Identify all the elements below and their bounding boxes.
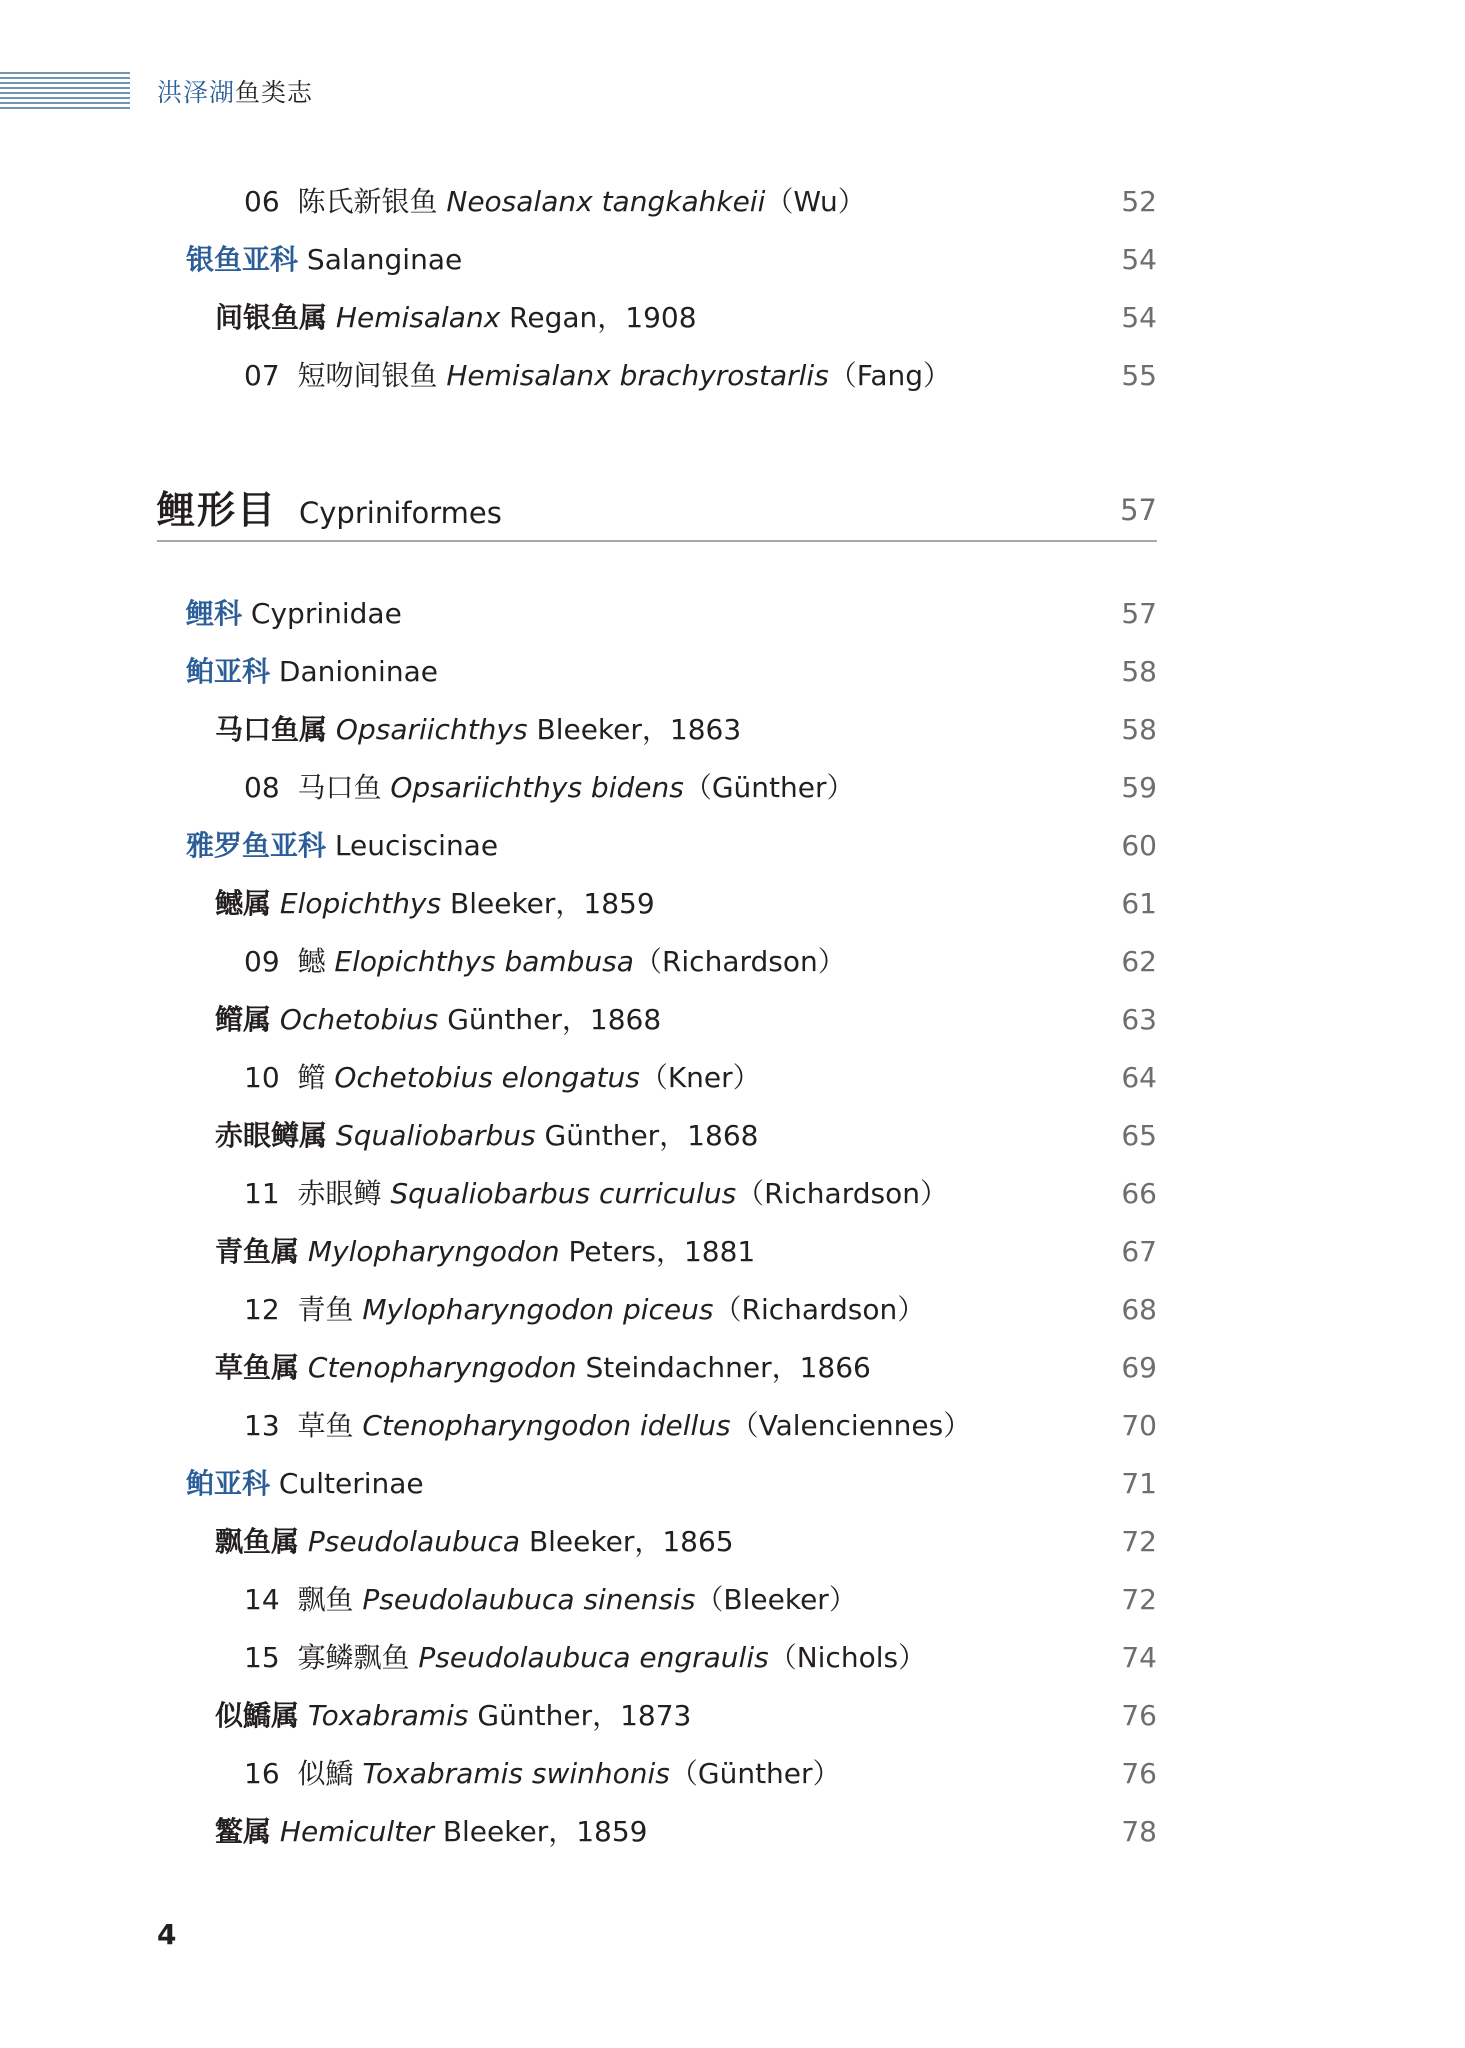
- genus-name-latin: Mylopharyngodon: [307, 1235, 560, 1268]
- entry-text: [244, 1172, 948, 1216]
- species-number: 06: [244, 185, 280, 218]
- species-name-cn: 青鱼: [297, 1293, 354, 1326]
- entry-text: [244, 766, 854, 810]
- page-number: 61: [1121, 887, 1157, 920]
- genus-name-cn: 间银鱼属: [215, 301, 328, 334]
- genus-name-cn: 鳤属: [215, 1003, 272, 1036]
- entry-text: [215, 1230, 755, 1274]
- genus-author: Regan，1908: [509, 301, 697, 334]
- toc-entry-family: [0, 824, 1465, 868]
- species-name-latin: Hemisalanx brachyrostarlis: [446, 359, 829, 392]
- species-name-cn: 马口鱼: [297, 771, 382, 804]
- genus-name-latin: Squaliobarbus: [335, 1119, 536, 1152]
- page-number: 58: [1121, 713, 1157, 746]
- species-author: （Valenciennes）: [730, 1409, 972, 1442]
- page-number: 64: [1121, 1061, 1157, 1094]
- genus-name-latin: Ochetobius: [279, 1003, 439, 1036]
- family-name-cn: 银鱼亚科: [186, 243, 299, 276]
- genus-name-cn: 鳡属: [215, 887, 272, 920]
- genus-author: Günther，1868: [447, 1003, 662, 1036]
- entry-text: [244, 1636, 926, 1680]
- entry-text: [244, 1056, 761, 1100]
- species-name-cn: 寡鳞飘鱼: [297, 1641, 410, 1674]
- page-number: 54: [1121, 243, 1157, 276]
- entry-text: [215, 708, 741, 752]
- genus-name-cn: 青鱼属: [215, 1235, 300, 1268]
- entry-text: [215, 882, 655, 926]
- page-number: 69: [1121, 1351, 1157, 1384]
- order-name-cn: 鲤形目: [157, 487, 278, 532]
- header-stripes: [0, 72, 130, 112]
- species-number: 07: [244, 359, 280, 392]
- family-name-latin: Leuciscinae: [334, 829, 499, 862]
- page-number: 72: [1121, 1525, 1157, 1558]
- genus-author: Bleeker，1859: [442, 1815, 648, 1848]
- entry-text: [186, 1462, 424, 1506]
- entry-text: [215, 1346, 871, 1390]
- entry-text: [244, 180, 866, 224]
- genus-author: Peters，1881: [568, 1235, 756, 1268]
- entry-text: [244, 1288, 925, 1332]
- entry-text: [215, 296, 697, 340]
- page-number: 54: [1121, 301, 1157, 334]
- species-number: 11: [244, 1177, 280, 1210]
- page-number: 59: [1121, 771, 1157, 804]
- toc-entry-species: [0, 1288, 1465, 1332]
- page-number: 76: [1121, 1699, 1157, 1732]
- page-number: 66: [1121, 1177, 1157, 1210]
- toc-entry-genus: [0, 708, 1465, 752]
- toc-entry-genus: [0, 998, 1465, 1042]
- toc-entry-family: [0, 592, 1465, 636]
- toc-entry-family: [0, 1462, 1465, 1506]
- toc-entry-genus: [0, 1230, 1465, 1274]
- species-author: （Günther）: [669, 1757, 841, 1790]
- family-name-cn: 鲌亚科: [186, 655, 271, 688]
- toc-entry-genus: [0, 1114, 1465, 1158]
- entry-text: [215, 1520, 734, 1564]
- family-name-cn: 雅罗鱼亚科: [186, 829, 327, 862]
- page-number: 62: [1121, 945, 1157, 978]
- entry-text: [244, 354, 951, 398]
- toc-entry-species: [0, 354, 1465, 398]
- genus-name-latin: Elopichthys: [279, 887, 442, 920]
- species-name-cn: 赤眼鳟: [297, 1177, 382, 1210]
- species-number: 08: [244, 771, 280, 804]
- toc-entry-family: [0, 650, 1465, 694]
- species-name-cn: 草鱼: [297, 1409, 354, 1442]
- genus-author: Bleeker，1865: [528, 1525, 734, 1558]
- genus-name-latin: Toxabramis: [307, 1699, 469, 1732]
- species-name-cn: 陈氏新银鱼: [297, 185, 438, 218]
- family-name-latin: Cyprinidae: [250, 597, 402, 630]
- toc-entry-genus: [0, 1520, 1465, 1564]
- entry-text: [215, 1810, 647, 1854]
- page-number: 78: [1121, 1815, 1157, 1848]
- toc-entry-species: [0, 1056, 1465, 1100]
- genus-name-latin: Hemiculter: [279, 1815, 434, 1848]
- species-name-latin: Squaliobarbus curriculus: [390, 1177, 737, 1210]
- genus-author: Bleeker，1859: [450, 887, 655, 920]
- species-name-cn: 似鱎: [297, 1757, 354, 1790]
- page-number: 57: [1121, 597, 1157, 630]
- toc-entry-species: [0, 1172, 1465, 1216]
- genus-name-latin: Pseudolaubuca: [307, 1525, 521, 1558]
- entry-text: [186, 824, 498, 868]
- toc-entry-species: [0, 940, 1465, 984]
- genus-name-latin: Hemisalanx: [335, 301, 501, 334]
- species-number: 09: [244, 945, 280, 978]
- species-name-latin: Elopichthys bambusa: [334, 945, 634, 978]
- species-name-latin: Opsariichthys bidens: [390, 771, 684, 804]
- running-head-part1: 洪泽湖: [157, 78, 236, 107]
- species-name-cn: 短吻间银鱼: [297, 359, 438, 392]
- species-name-cn: 鳡: [297, 945, 326, 978]
- toc-entry-species: [0, 1578, 1465, 1622]
- page-number: 55: [1121, 359, 1157, 392]
- species-author: （Bleeker）: [695, 1583, 857, 1616]
- species-name-latin: Mylopharyngodon piceus: [362, 1293, 714, 1326]
- family-name-cn: 鲌亚科: [186, 1467, 271, 1500]
- page-number: 71: [1121, 1467, 1157, 1500]
- genus-name-cn: 草鱼属: [215, 1351, 300, 1384]
- species-name-latin: Neosalanx tangkahkeii: [446, 185, 766, 218]
- species-author: （Kner）: [639, 1061, 761, 1094]
- species-author: （Richardson）: [713, 1293, 926, 1326]
- order-page-number: 57: [1120, 493, 1157, 527]
- page-number: 58: [1121, 655, 1157, 688]
- running-head-part2: 鱼类志: [235, 78, 314, 107]
- page-number: 63: [1121, 1003, 1157, 1036]
- page-number: 72: [1121, 1583, 1157, 1616]
- species-name-latin: Toxabramis swinhonis: [362, 1757, 670, 1790]
- species-author: （Richardson）: [633, 945, 846, 978]
- genus-author: Steindachner，1866: [585, 1351, 871, 1384]
- genus-name-cn: 似鱎属: [215, 1699, 300, 1732]
- toc-entry-species: [0, 180, 1465, 224]
- genus-name-cn: 鳘属: [215, 1815, 272, 1848]
- genus-name-latin: Ctenopharyngodon: [307, 1351, 577, 1384]
- species-number: 12: [244, 1293, 280, 1326]
- page-number: 67: [1121, 1235, 1157, 1268]
- genus-author: Bleeker，1863: [536, 713, 742, 746]
- species-author: （Günther）: [683, 771, 855, 804]
- entry-text: [244, 1578, 857, 1622]
- toc-entry-species: [0, 766, 1465, 810]
- species-name-latin: Ochetobius elongatus: [334, 1061, 640, 1094]
- entry-text: [244, 940, 846, 984]
- species-author: （Nichols）: [768, 1641, 927, 1674]
- entry-text: [244, 1752, 841, 1796]
- entry-text: [244, 1404, 971, 1448]
- species-number: 10: [244, 1061, 280, 1094]
- toc-entry-genus: [0, 882, 1465, 926]
- order-name-latin: Cypriniformes: [299, 496, 502, 530]
- toc-entry-genus: [0, 1346, 1465, 1390]
- genus-name-cn: 赤眼鳟属: [215, 1119, 328, 1152]
- entry-text: [215, 1694, 691, 1738]
- species-author: （Fang）: [828, 359, 952, 392]
- page-number: 60: [1121, 829, 1157, 862]
- family-name-latin: Salanginae: [306, 243, 463, 276]
- species-author: （Wu）: [765, 185, 866, 218]
- species-name-latin: Pseudolaubuca engraulis: [418, 1641, 769, 1674]
- page-number: 70: [1121, 1409, 1157, 1442]
- entry-text: [186, 592, 402, 636]
- folio-page-number: 4: [157, 1918, 177, 1951]
- toc-entry-family: [0, 238, 1465, 282]
- species-name-cn: 飘鱼: [297, 1583, 354, 1616]
- species-name-latin: Pseudolaubuca sinensis: [362, 1583, 696, 1616]
- species-number: 14: [244, 1583, 280, 1616]
- toc-entry-genus: [0, 296, 1465, 340]
- genus-author: Günther，1868: [544, 1119, 759, 1152]
- family-name-cn: 鲤科: [186, 597, 243, 630]
- entry-text: [186, 650, 438, 694]
- page-number: 65: [1121, 1119, 1157, 1152]
- entry-text: [215, 1114, 758, 1158]
- genus-name-latin: Opsariichthys: [335, 713, 528, 746]
- species-number: 15: [244, 1641, 280, 1674]
- species-number: 13: [244, 1409, 280, 1442]
- toc-entry-species: [0, 1752, 1465, 1796]
- entry-text: [186, 238, 462, 282]
- toc-entry-species: [0, 1636, 1465, 1680]
- toc-entry-species: [0, 1404, 1465, 1448]
- genus-name-cn: 马口鱼属: [215, 713, 328, 746]
- genus-name-cn: 飘鱼属: [215, 1525, 300, 1558]
- order-heading: [157, 480, 1157, 540]
- toc-entry-genus: [0, 1694, 1465, 1738]
- toc-entry-genus: [0, 1810, 1465, 1854]
- family-name-latin: Danioninae: [278, 655, 438, 688]
- entry-text: [215, 998, 661, 1042]
- page-number: 76: [1121, 1757, 1157, 1790]
- species-name-cn: 鳤: [297, 1061, 326, 1094]
- page-number: 74: [1121, 1641, 1157, 1674]
- page-number: 68: [1121, 1293, 1157, 1326]
- family-name-latin: Culterinae: [278, 1467, 424, 1500]
- species-number: 16: [244, 1757, 280, 1790]
- running-head: [157, 76, 313, 110]
- species-author: （Richardson）: [736, 1177, 948, 1210]
- page-number: 52: [1121, 185, 1157, 218]
- order-rule: [157, 540, 1157, 542]
- genus-author: Günther，1873: [477, 1699, 692, 1732]
- species-name-latin: Ctenopharyngodon idellus: [362, 1409, 731, 1442]
